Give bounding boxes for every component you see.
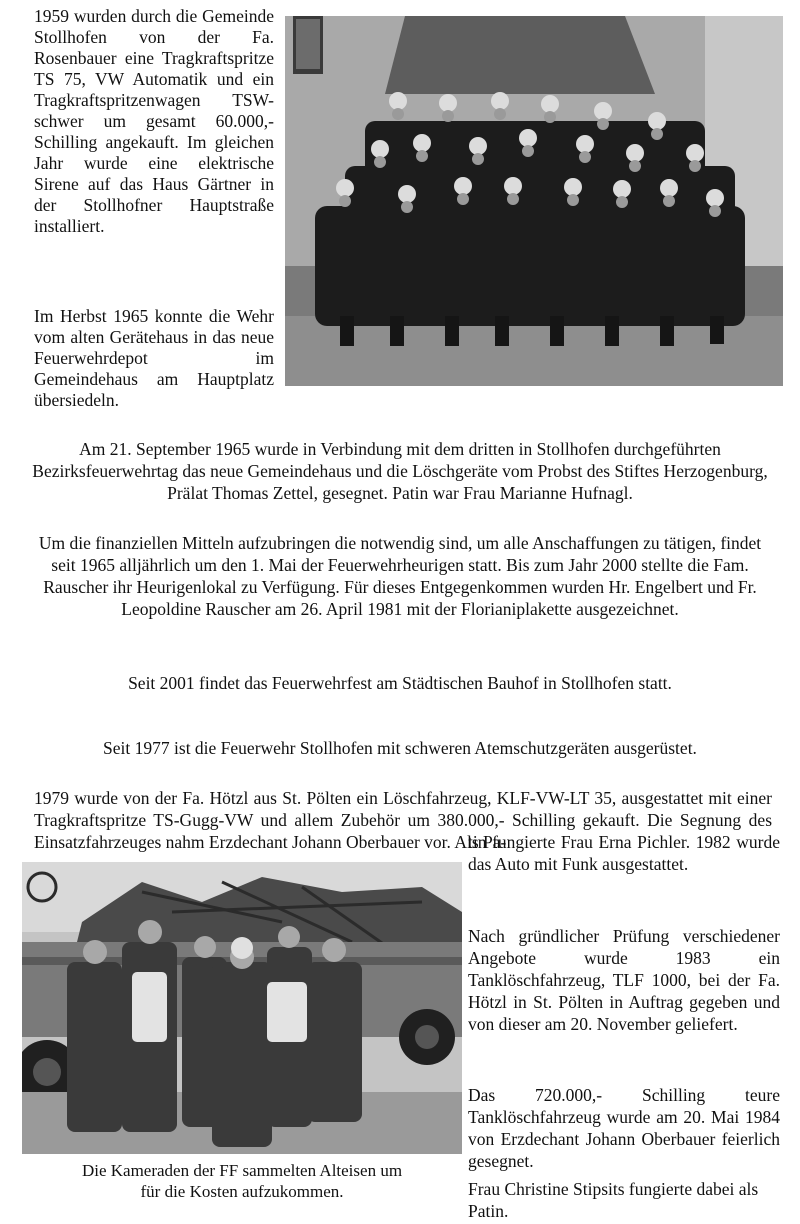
photo-caption <box>22 1160 462 1202</box>
paragraph-1979-vehicle: 1979 wurde von der Fa. Hötzl aus St. Pölten ein Löschfahrzeug, KLF-VW-LT 35, ausgestattet mit einer Tragkraftspritze TS-Gugg-VW und allem Zubehör um 380.000,- Schilling gekauft. Die Segnung des Einsatzfahrzeuges nahm Erzdechant Johann Oberbauer vor. Als Pa- <box>34 788 772 852</box>
paragraph-1959: 1959 wurden durch die Gemeinde Stollhofen von der Fa. Rosenbauer eine Tragkraftspritze TS 75, VW Automatik und ein Tragkraftspritzenwagen TSW-schwer um gesamt 60.000,- Schilling angekauft. Im gleichen Jahr wurde eine elektrische Sirene auf das Haus Gärtner in der Stollhofner Hauptstraße installiert. <box>34 6 274 236</box>
paragraph-1965-blessing: Am 21. September 1965 wurde in Verbindung mit dem dritten in Stollhofen durchgeführten Bezirksfeuerwehrtag das neue Gemeindehaus und die Löschgeräte vom Probst des Stiftes Herzogenburg, Prälat Thomas Zettel, gesegnet. Patin war Frau Marianne Hufnagl. <box>32 439 768 503</box>
paragraph-1979-continued: tin fungierte Frau Erna Pichler. 1982 wurde das Auto mit Funk ausgestattet. <box>468 832 780 874</box>
caption-line-2: für die Kosten aufzukommen. <box>140 1182 344 1201</box>
paragraph-patin: Frau Christine Stipsits fungierte dabei als Patin. <box>468 1179 759 1221</box>
paragraph-heuriger: Um die finanziellen Mitteln aufzubringen die notwendig sind, um alle Anschaffungen zu tätigen, findet seit 1965 alljährlich um den 1. Mai der Feuerwehrheurigen statt. Bis zum Jahr 2000 stellte die Fam. Rauscher ihr Heurigenlokal zu Verfügung. Für dieses Entgegenkommen wurden Hr. Engelbert und Fr. Leopoldine Rauscher am 26. April 1981 mit der Florianiplakette ausgezeichnet. <box>38 533 762 619</box>
scrap-photo-graphic <box>22 862 462 1154</box>
paragraph-1983-tanker: Nach gründlicher Prüfung verschiedener Angebote wurde 1983 ein Tanklöschfahrzeug, TLF 1000, bei der Fa. Hötzl in St. Pölten in Auftrag gegeben und von dieser am 20. November geliefert. <box>468 926 780 1034</box>
paragraph-feuerwehrfest: Seit 2001 findet das Feuerwehrfest am Städtischen Bauhof in Stollhofen statt. <box>128 673 672 693</box>
photo-scrap-metal-collection <box>22 862 462 1154</box>
caption-line-1: Die Kameraden der FF sammelten Alteisen um <box>81 1161 403 1180</box>
paragraph-1965-move: Im Herbst 1965 konnte die Wehr vom alten Gerätehaus in das neue Feuerwehrdepot im Gemeindehaus am Hauptplatz übersiedeln. <box>34 306 274 410</box>
paragraph-1984-blessing: Das 720.000,- Schilling teure Tanklöschfahrzeug wurde am 20. Mai 1984 von Erzdechant Johann Oberbauer feierlich gesegnet. <box>468 1085 780 1171</box>
group-photo-graphic <box>285 16 783 386</box>
photo-fire-brigade-group <box>285 16 783 386</box>
paragraph-atemschutz: Seit 1977 ist die Feuerwehr Stollhofen mit schweren Atemschutzgeräten ausgerüstet. <box>103 738 697 758</box>
